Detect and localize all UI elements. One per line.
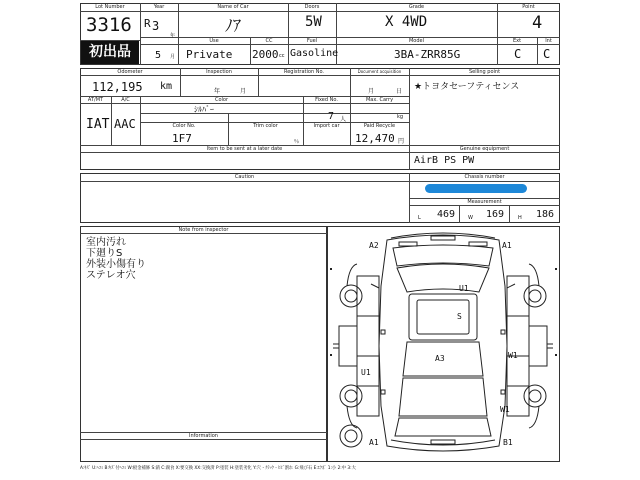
first-listing-badge: 初出品 [81,41,139,64]
fuel-value: Gasoline [290,48,339,59]
year-label: Year [153,4,165,10]
inspection-label: Inspection [206,69,232,75]
int-grade: C [543,47,551,61]
paid-recycle-unit: 円 [398,138,405,145]
color-label: Color [214,97,229,103]
fixed-no-label: Fixed No. [315,97,338,103]
fixed-no-value: 7 [328,111,335,122]
month-value: 5 [155,50,162,61]
document-day-unit: 日 [396,88,403,95]
odometer-unit: km [160,81,173,92]
doors-value: 5W [305,14,322,30]
use-value: Private [186,48,233,61]
ac-value: AAC [114,117,136,131]
damage-mark-w1-rear: W1 [500,405,510,414]
odometer-value: 112,195 [92,80,143,94]
damage-code-legend: A:ｷｽﾞ U:ﾍｺﾐ B:ｷｽﾞ付ﾍｺﾐ W:板金補修 S:錆 C:腐食 X:要交換 XX:交換済 P:塗装 H:塗装劣化 Y:穴・ｸﾗｯｸ・ﾋﾋﾞ割れ G:飛び石 E:ｴｸﾎﾞ 1:小 2:中 3:大 [80,466,356,471]
document-month-unit: 月 [368,88,375,95]
import-car-label: Import car [313,123,340,129]
measurement-l-prefix: L [418,215,421,221]
cc-value: 2000 [252,48,279,61]
cc-unit: cc [279,53,285,59]
month-unit: 月 [170,54,176,60]
at-mt-label: AT/MT [87,97,104,103]
paid-recycle-value: 12,470 [355,132,395,145]
at-mt-value: IAT [86,117,110,132]
use-label: Use [209,38,219,44]
damage-mark-u1-left: U1 [361,368,371,377]
registration-label: Registration No. [283,69,325,75]
inspector-note-3: 外装小傷有り [86,259,146,270]
max-carry-label: Max. Carry [365,97,394,103]
model-value: 3BA-ZRR85G [394,48,461,61]
note-from-inspector-label: Note from inspector [178,227,229,233]
paid-recycle-label: Paid Recycle [363,123,396,129]
genuine-equipment-value: AirB PS PW [414,155,475,166]
item-later-label: Item to be sent at a later date [206,146,283,152]
inspector-note-2: 下廻りS [86,248,123,259]
inspection-month-unit: 月 [240,88,247,95]
trim-color-unit: ％ [294,139,300,145]
color-no-label: Color No. [172,123,196,129]
measurement-w: 169 [486,209,505,220]
point-label: Point [522,4,535,10]
point-value: 4 [532,13,543,33]
information-label: Information [189,433,218,439]
year-era: R [144,17,151,30]
damage-mark-a1-front: A1 [502,241,512,250]
trim-color-label: Trim color [253,123,278,129]
color-value: ｼﾙﾊﾞｰ [194,105,214,114]
selling-point-value: ★トヨタセーフティセンス [414,82,520,92]
damage-mark-a1-rear: A1 [369,438,379,447]
chassis-number-redaction [425,184,527,193]
name-of-car-label: Name of Car [217,4,249,10]
damage-mark-a3: A3 [435,354,445,363]
cc-label: CC [265,38,273,44]
caution-label: Caution [234,174,255,180]
int-label: Int [545,38,552,44]
model-label: Model [408,38,424,44]
measurement-label: Measurement [467,199,502,205]
genuine-equipment-label: Genuine equipment [459,146,510,152]
grade-value: X 4WD [385,14,428,30]
damage-mark-b1: B1 [503,438,513,447]
lot-number-label: Lot Number [95,4,125,10]
lot-number: 3316 [86,14,132,36]
damage-mark-s-roof: S [457,312,462,321]
inspector-note-4: ステレオ穴 [86,270,136,281]
damage-mark-w1-right: W1 [508,351,518,360]
doors-label: Doors [304,4,320,10]
inspector-note-1: 室内汚れ [86,237,126,248]
ac-label: A/C [121,97,130,103]
measurement-h: 186 [536,209,555,220]
ext-grade: C [514,47,522,61]
document-acquisition-label: Document acquisition [357,69,402,74]
odometer-label: Odometer [117,69,143,75]
measurement-w-prefix: W [468,215,473,221]
year-value: 3 [152,19,160,33]
damage-mark-a2: A2 [369,241,379,250]
chassis-number-label: Chassis number [464,174,505,180]
car-name: ﾉｱ [225,16,242,35]
selling-point-label: Selling point [468,69,501,75]
measurement-h-prefix: H [518,215,522,221]
max-carry-unit: kg [397,114,404,120]
measurement-l: 469 [437,209,456,220]
car-outline-icon [327,226,560,462]
damage-mark-u1-roof: U1 [459,284,469,293]
ext-label: Ext [512,38,522,44]
grade-label: Grade [408,4,425,10]
car-damage-diagram [327,226,560,462]
color-no-value: 1F7 [172,132,192,145]
fuel-label: Fuel [306,38,318,44]
fixed-no-unit: 人 [340,116,347,123]
year-unit: 年 [170,33,176,39]
inspection-year-unit: 年 [214,88,221,95]
